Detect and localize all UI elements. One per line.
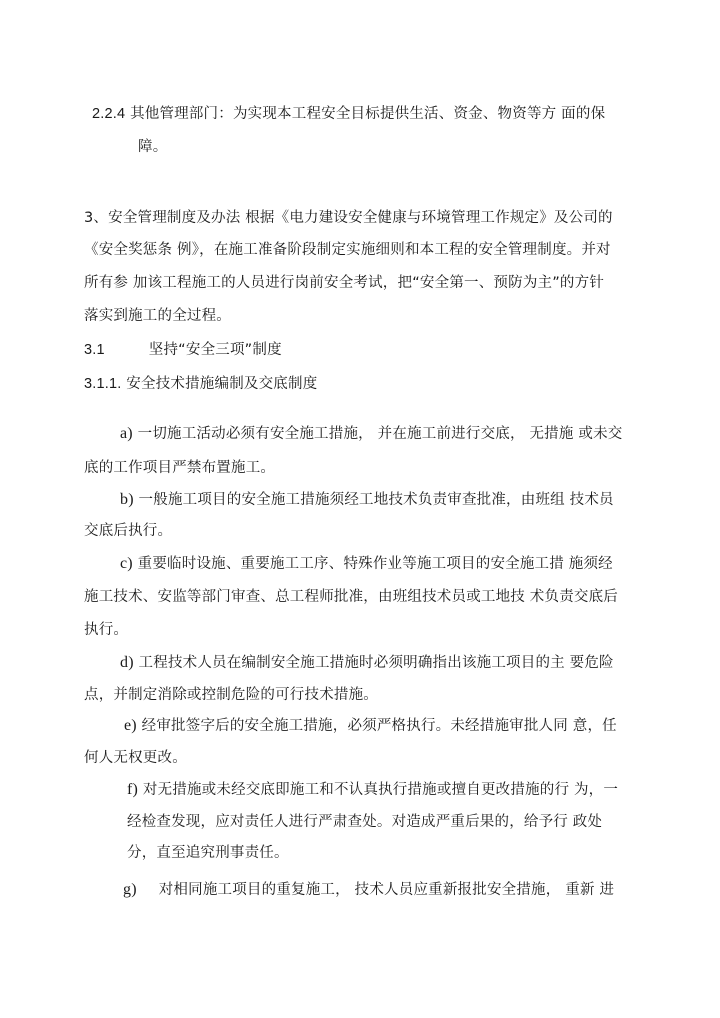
item-d-line1 — [120, 653, 614, 673]
item-e-line2: 何人无权更改。 — [84, 750, 187, 766]
section-2-2-4-line1 — [92, 104, 605, 124]
section-number: 3.1 — [84, 342, 105, 358]
section-3-line1: 3、安全管理制度及办法 根据《电力建设安全健康与环境管理工作规定》及公司的 — [84, 210, 613, 226]
item-c-line2: 施工技术、安监等部门审查、总工程师批准，由班组技术员或工地技 术负责交底后 — [84, 589, 619, 605]
item-d-line2: 点，并制定消除或控制危险的可行技术措施。 — [84, 687, 378, 703]
item-g-line1 — [123, 880, 614, 900]
section-number: 3.1.1. — [84, 376, 122, 392]
item-a-line2: 底的工作项目严禁布置施工。 — [84, 460, 276, 476]
item-marker: a) — [120, 425, 133, 442]
section-title: 安全技术措施编制及交底制度 — [126, 376, 318, 392]
item-c-line3: 执行。 — [84, 622, 129, 638]
section-2-2-4-line2: 障。 — [138, 139, 168, 155]
item-e-line1 — [124, 716, 617, 736]
section-3-line4: 落实到施工的全过程。 — [84, 308, 231, 324]
item-marker: c) — [120, 555, 133, 572]
item-text: 一切施工活动必须有安全施工措施， 并在施工前进行交底， 无措施 或未交 — [137, 426, 623, 442]
section-3-1-heading — [84, 340, 282, 360]
item-f-line2: 经检查发现，应对责任人进行严肃查处。对造成严重后果的，给予行 政处 — [127, 814, 603, 830]
item-text: 工程技术人员在编制安全施工措施时必须明确指出该施工项目的主 要危险 — [138, 655, 614, 671]
item-marker: g) — [123, 881, 137, 898]
item-text: 对相同施工项目的重复施工， 技术人员应重新报批安全措施， 重新 进 — [158, 882, 615, 898]
section-3-1-1-heading — [84, 374, 317, 394]
item-text: 对无措施或未经交底即施工和不认真执行措施或擅自更改措施的行 为，一 — [142, 782, 619, 798]
item-marker: e) — [124, 717, 137, 734]
item-text: 重要临时设施、重要施工工序、特殊作业等施工项目的安全施工措 施须经 — [137, 556, 613, 572]
item-text: 一般施工项目的安全施工措施须经工地技术负责审查批准，由班组 技术员 — [138, 492, 614, 508]
section-3-line3: 所有参 加该工程施工的人员进行岗前安全考试，把“安全第一、预防为主”的方针 — [84, 275, 605, 291]
section-3-line2: 《安全奖惩条 例》，在施工准备阶段制定实施细则和本工程的安全管理制度。并对 — [84, 242, 611, 258]
item-a-line1 — [120, 424, 622, 444]
item-c-line1 — [120, 554, 613, 574]
section-number: 2.2.4 — [92, 106, 126, 122]
item-marker: b) — [120, 491, 134, 508]
item-b-line1 — [120, 490, 614, 510]
item-text: 经审批签字后的安全施工措施，必须严格执行。未经措施审批人同 意，任 — [141, 718, 617, 734]
item-marker: f) — [127, 781, 139, 798]
item-f-line3: 分，直至追究刑事责任。 — [127, 845, 289, 861]
paragraph-text: 其他管理部门：为实现本工程安全目标提供生活、资金、物资等方 面的保 — [130, 106, 606, 122]
item-f-line1 — [127, 780, 618, 800]
item-marker: d) — [120, 654, 134, 671]
section-title: 坚持“安全三项”制度 — [148, 342, 282, 358]
item-b-line2: 交底后执行。 — [84, 523, 173, 539]
